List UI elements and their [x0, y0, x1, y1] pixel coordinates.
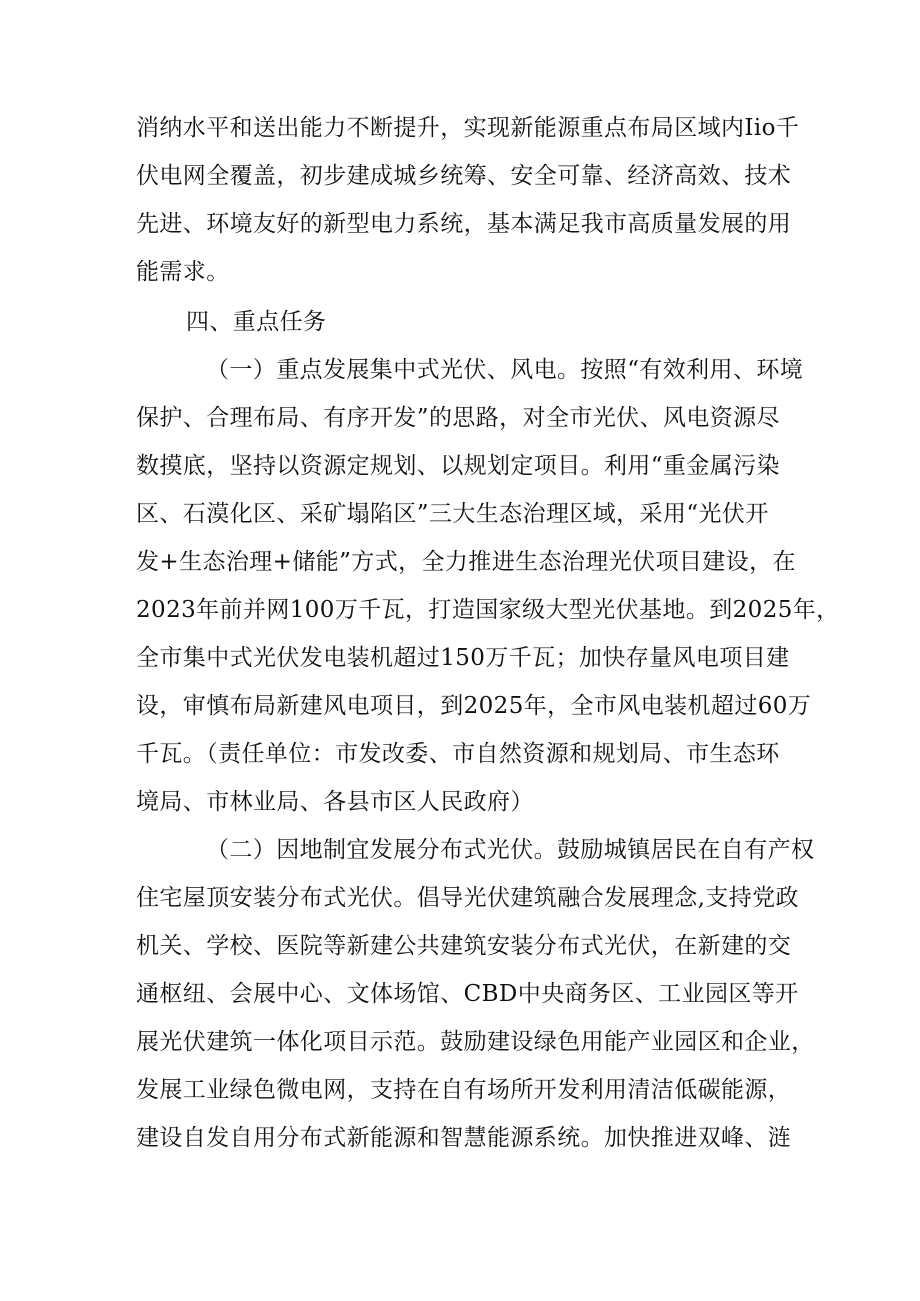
- body-text-line: 保护、合理布局、有序开发”的思路，对全市光伏、风电资源尽: [136, 405, 780, 431]
- body-text-line: 机关、学校、医院等新建公共建筑安装分布式光伏，在新建的交: [136, 933, 792, 959]
- body-text-line: 发展工业绿色微电网，支持在自有场所开发利用清洁低碳能源，: [136, 1077, 792, 1103]
- subsection-paragraph-start: （一）重点发展集中式光伏、风电。按照“有效利用、环境: [206, 357, 804, 383]
- body-text-line: 设，审慎布局新建风电项目，到2025年，全市风电装机超过60万: [136, 693, 812, 719]
- body-text-line: 展光伏建筑一体化项目示范。鼓励建设绿色用能产业园区和企业，: [136, 1029, 815, 1055]
- body-text-line: 通枢纽、会展中心、文体场馆、CBD中央商务区、工业园区等开: [136, 981, 799, 1007]
- body-text-line: 消纳水平和送出能力不断提升，实现新能源重点布局区域内Iio千: [136, 115, 800, 141]
- body-text-line: 建设自发自用分布式新能源和智慧能源系统。加快推进双峰、涟: [136, 1125, 792, 1151]
- body-text-line: 全市集中式光伏发电装机超过150万千瓦；加快存量风电项目建: [136, 645, 790, 671]
- body-text-line: 能需求。: [136, 259, 230, 285]
- body-text-line: 2023年前并网100万千瓦，打造国家级大型光伏基地。到2025年，: [136, 597, 840, 623]
- body-text-line: 区、石漠化区、采矿塌陷区”三大生态治理区域，采用“光伏开: [136, 501, 769, 527]
- subsection-paragraph-start: （二）因地制宜发展分布式光伏。鼓励城镇居民在自有产权: [206, 837, 815, 863]
- body-text-line: 伏电网全覆盖，初步建成城乡统筹、安全可靠、经济高效、技术: [136, 163, 792, 189]
- section-heading: 四、重点任务: [186, 309, 327, 335]
- body-text-line: 数摸底，坚持以资源定规划、以规划定项目。利用“重金属污染: [136, 453, 780, 479]
- body-text-line: 境局、市林业局、各县市区人民政府）: [136, 789, 534, 815]
- body-text-line: 先进、环境友好的新型电力系统，基本满足我市高质量发展的用: [136, 211, 792, 237]
- body-text-line: 千瓦。（责任单位：市发改委、市自然资源和规划局、市生态环: [136, 741, 780, 767]
- body-text-line: 发+生态治理+储能”方式，全力推进生态治理光伏项目建设，在: [136, 549, 796, 575]
- body-text-line: 住宅屋顶安装分布式光伏。倡导光伏建筑融合发展理念,支持党政: [136, 885, 799, 911]
